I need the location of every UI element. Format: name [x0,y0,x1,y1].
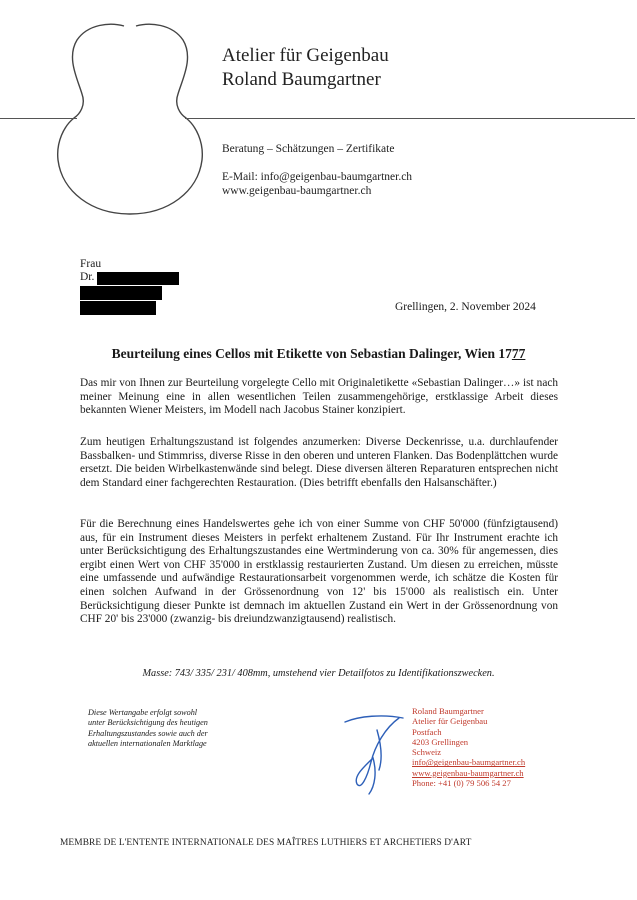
stamp-city: 4203 Grellingen [412,736,469,747]
redaction-name [97,272,179,285]
stamp-phone: Phone: +41 (0) 79 506 54 27 [412,778,511,789]
stamp-web[interactable]: www.geigenbau-baumgartner.ch [412,767,524,778]
red-address-stamp [412,706,525,788]
stamp-atelier: Atelier für Geigenbau [412,716,488,727]
letterhead-rule-left [0,118,77,119]
studio-name [222,44,389,92]
violin-body-outline [58,24,203,214]
body-paragraph-3: Für die Berechnung eines Handelswertes gehe ich von einer Summe von CHF 50'000 (fünfzigtausend) aus, für ein Instrument dieses Meisters in perfekt erhaltenem Zustand. Für Ihr Instrument erachte ich unter Berücksichtigung des Erhaltungszustandes eine Wertminderung von ca. 30% für angemessen, dies ergibt einen Wert von CHF 35'000 in erstklassig restaurierten Zustand. Um diesen zu erreichen, müsste eine umfassende und aufwändige Restaurationsarbeit vorgenommen werde, ich schätze die Kosten für einen solchen Aufwand in der Grössenordnung von 12' bis 15'000 als realistisch ein. Unter Berücksichtigung dieser Punkte ist demnach im aktuellen Zustand ein Wert in der Grössenordnung von CHF 20' bis 23'000 (zwanzig- bis dreiundzwanzigtausend) realistisch. [80,518,558,626]
letterhead-rule-right [185,118,635,119]
disclaimer-line: Diese Wertangabe erfolgt sowohl [88,708,198,717]
signature-stroke [345,716,403,794]
body-paragraph-2: Zum heutigen Erhaltungszustand ist folgendes anzumerken: Diverse Deckenrisse, u.a. durchlaufender Bassbalken- und Stimmriss, diverse Risse in den oberen und unteren Flanken. Das Bodenplättchen wurde ersetzt. Die beiden Wirbelkastenwände sind belegt. Diese diversen älteren Reparaturen entsprechen nicht dem Standard einer fachgerechten Restauration. (Dies betrifft ebenfalls den Halsanschäfter.) [80,436,558,489]
studio-name-line2: Roland Baumgartner [222,69,381,90]
services-line: Beratung – Schätzungen – Zertifikate [222,143,395,155]
valuation-disclaimer [88,708,258,750]
date-line: Grellingen, 2. November 2024 [395,301,536,313]
letter-title [0,346,637,362]
handwritten-signature [325,700,415,800]
letter-title-year-end: 77 [511,346,526,361]
body-paragraph-1: Das mir von Ihnen zur Beurteilung vorgelegte Cello mit Originaletikette «Sebastian Dalinger…» ist nach meiner Meinung eine in allen wesentlichen Teilen zusammengehörige, erstklassige Arbeit dieses bekannten Wiener Meisters, im Modell nach Jacobus Stainer konzipiert. [80,377,558,417]
disclaimer-line: unter Berücksichtigung des heutigen [88,718,208,728]
web-line[interactable]: www.geigenbau-baumgartner.ch [222,185,372,197]
measurements-line: Masse: 743/ 335/ 231/ 408mm, umstehend vier Detailfotos zu Identifikationszwecken. [142,668,495,679]
disclaimer-line: Erhaltungszustandes sowie auch der [88,728,208,738]
disclaimer-line: aktuellen internationalen Marktlage [88,739,207,749]
membership-footer: MEMBRE DE L'ENTENTE INTERNATIONALE DES MAÎTRES LUTHIERS ET ARCHETIERS D'ART [60,838,472,848]
recipient-salutation: Frau [80,258,102,270]
contact-block [222,170,412,198]
stamp-country: Schweiz [412,747,442,758]
letter-title-main: Beurteilung eines Cellos mit Etikette von Sebastian Dalinger, Wien 17 [111,346,512,361]
stamp-name: Roland Baumgartner [412,706,484,716]
stamp-postfach: Postfach [412,726,442,737]
recipient-title: Dr. [80,271,95,283]
email-line[interactable]: E-Mail: info@geigenbau-baumgartner.ch [222,171,413,183]
redaction-street [80,286,162,300]
stamp-email[interactable]: info@geigenbau-baumgartner.ch [412,757,526,768]
studio-name-line1: Atelier für Geigenbau [222,45,389,66]
redaction-city [80,301,156,315]
